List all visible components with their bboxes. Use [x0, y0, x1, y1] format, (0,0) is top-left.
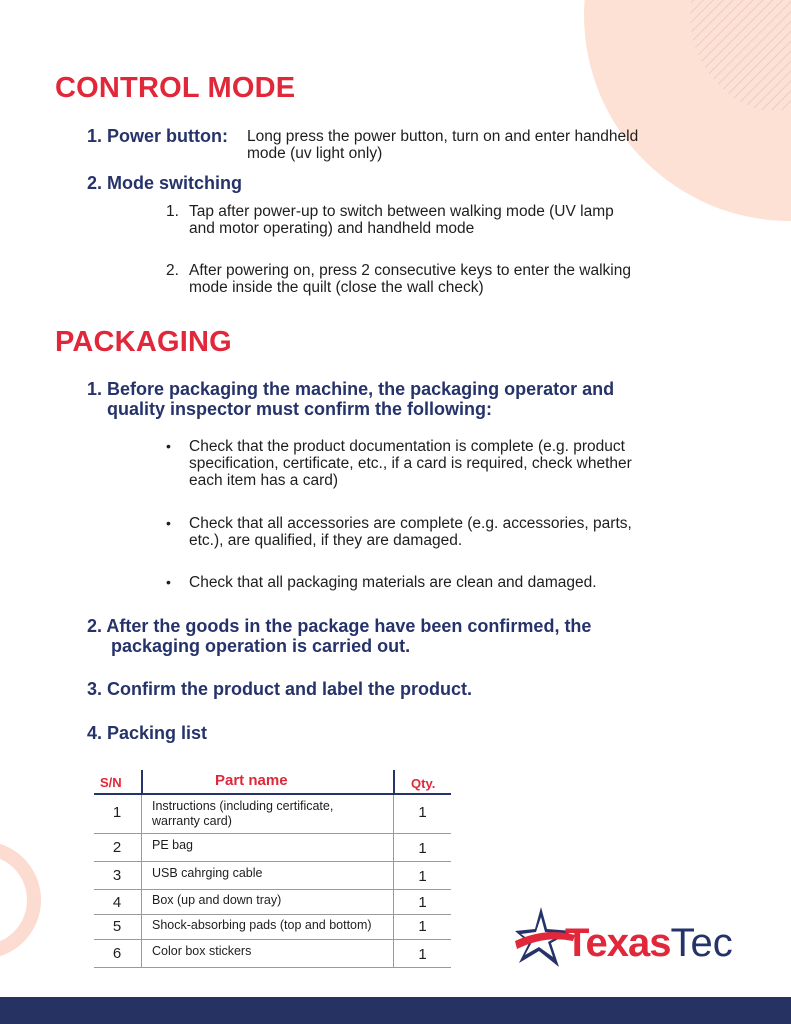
row-sn: 2	[112, 839, 122, 856]
table-row	[94, 915, 451, 940]
row-sn: 6	[112, 945, 122, 962]
row-sn: 4	[112, 894, 122, 911]
part-name-line: Instructions (including certificate,	[152, 799, 334, 813]
part-name-line: warranty card)	[152, 814, 232, 828]
step-line: 2. After the goods in the package have been confirmed, the	[87, 616, 592, 636]
row-part-name: PE bag	[152, 838, 194, 852]
packaging-step-3: 3. Confirm the product and label the product.	[87, 679, 473, 699]
row-qty: 1	[418, 894, 427, 911]
packaging-step-2	[87, 616, 727, 656]
peach-ring-left	[0, 848, 34, 952]
packaging-step-1	[87, 379, 727, 419]
packing-list-table	[94, 770, 451, 970]
row-sn: 1	[112, 804, 122, 821]
footer-bar	[0, 997, 791, 1024]
row-qty: 1	[418, 918, 427, 935]
table-row	[94, 795, 451, 834]
bullet-item-3	[166, 574, 746, 591]
power-button-text-line2: mode (uv light only)	[247, 145, 383, 162]
bullet-icon: •	[166, 574, 171, 590]
header-qty: Qty.	[411, 776, 436, 791]
step-line: 1. Before packaging the machine, the packaging operator and	[87, 379, 615, 399]
table-divider-vertical-left	[141, 795, 142, 967]
item-line: After powering on, press 2 consecutive keys to enter the walking	[189, 262, 631, 279]
row-qty: 1	[418, 868, 427, 885]
table-row	[94, 890, 451, 915]
list-number: 1.	[166, 203, 179, 220]
item-line: Tap after power-up to switch between walking mode (UV lamp	[189, 203, 614, 220]
bullet-line: Check that the product documentation is complete (e.g. product	[189, 438, 625, 455]
row-part-name	[152, 799, 402, 829]
logo-word-texas: Texas	[565, 921, 671, 965]
bullet-line: Check that all packaging materials are clean and damaged.	[189, 574, 597, 591]
step-line: quality inspector must confirm the following:	[107, 399, 493, 419]
texastec-logo	[515, 905, 765, 975]
bullet-line: specification, certificate, etc., if a card is required, check whether	[189, 455, 632, 472]
item-line: and motor operating) and handheld mode	[189, 220, 475, 237]
mode-switching-label: 2. Mode switching	[87, 173, 243, 193]
header-part-name: Part name	[215, 772, 288, 789]
row-qty: 1	[418, 840, 427, 857]
packaging-step-4: 4. Packing list	[87, 723, 208, 743]
logo-text	[565, 921, 733, 965]
row-part-name: Box (up and down tray)	[152, 893, 282, 907]
row-part-name: Color box stickers	[152, 944, 252, 958]
power-button-label: 1. Power button:	[87, 126, 228, 146]
row-part-name: Shock-absorbing pads (top and bottom)	[152, 918, 372, 932]
packaging-title: PACKAGING	[55, 326, 232, 358]
logo-word-tec: Tec	[670, 921, 733, 965]
table-row	[94, 940, 451, 968]
row-sn: 3	[112, 867, 122, 884]
table-row	[94, 862, 451, 890]
item-line: mode inside the quilt (close the wall check)	[189, 279, 484, 296]
power-button-text	[247, 128, 767, 162]
table-divider-vertical-right	[393, 795, 394, 967]
bullet-icon: •	[166, 438, 171, 454]
row-qty: 1	[418, 946, 427, 963]
header-divider-left	[141, 770, 143, 794]
bullet-icon: •	[166, 515, 171, 531]
row-qty: 1	[418, 804, 427, 821]
row-sn: 5	[112, 918, 122, 935]
header-sn: S/N	[100, 775, 122, 790]
bullet-line: Check that all accessories are complete (e.g. accessories, parts,	[189, 515, 632, 532]
bullet-line: etc.), are qualified, if they are damaged.	[189, 532, 463, 549]
header-divider-right	[393, 770, 395, 794]
power-button-text-line1: Long press the power button, turn on and enter handheld	[247, 128, 639, 145]
bullet-item-1	[166, 438, 746, 489]
bullet-item-2	[166, 515, 746, 549]
list-number: 2.	[166, 262, 179, 279]
row-part-name: USB cahrging cable	[152, 866, 263, 880]
step-line: packaging operation is carried out.	[111, 636, 411, 656]
mode-switching-item-2	[166, 262, 746, 296]
bullet-line: each item has a card)	[189, 472, 339, 489]
table-row	[94, 834, 451, 862]
control-mode-title: CONTROL MODE	[55, 72, 296, 104]
mode-switching-item-1	[166, 203, 726, 237]
